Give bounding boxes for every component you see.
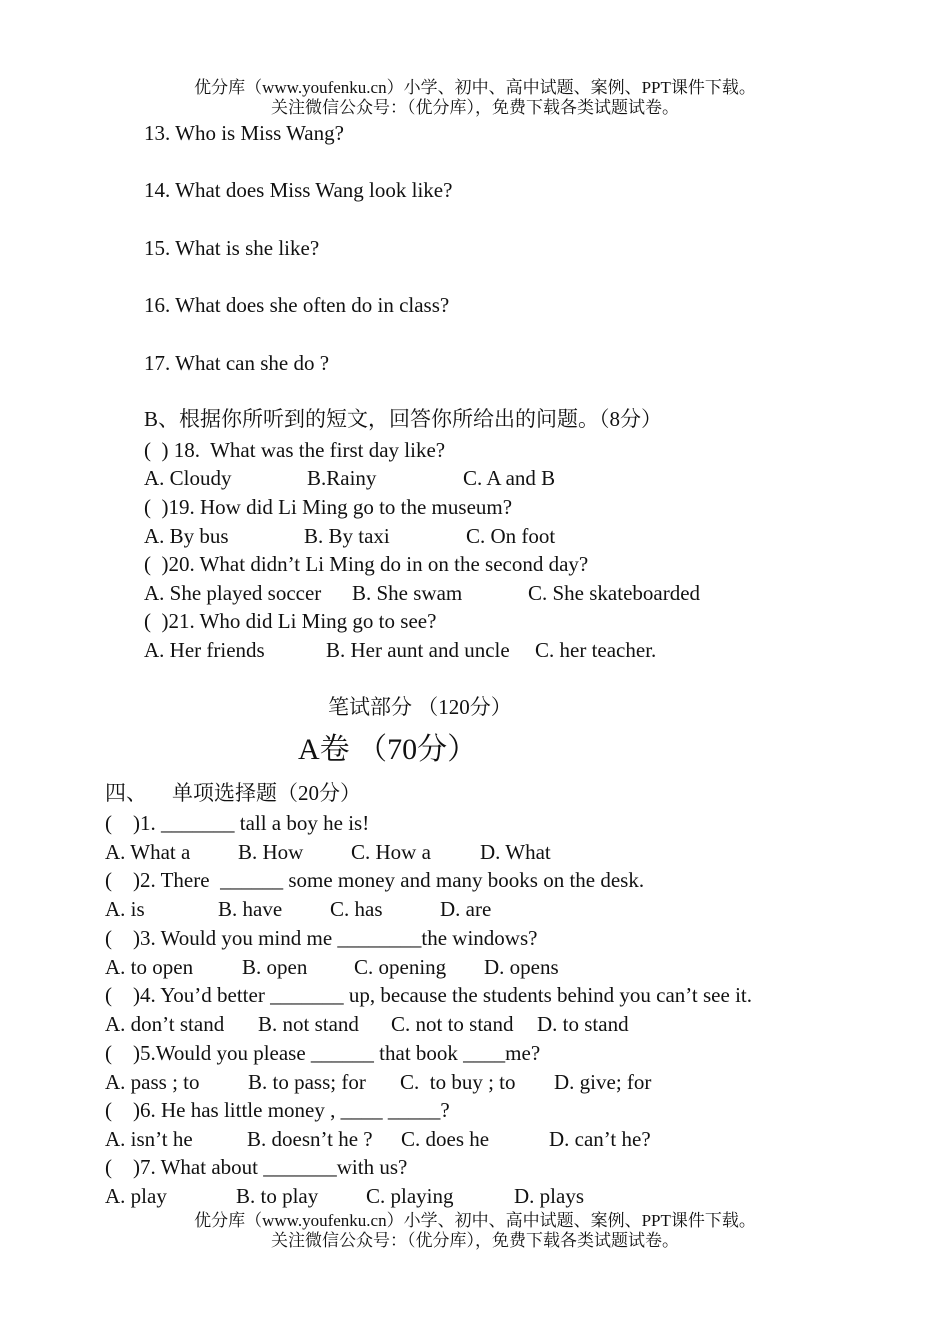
choice-question-5: ( )5.Would you please ______ that book ____me?	[105, 1041, 541, 1065]
section-b-title: B、根据你所听到的短文，回答你所给出的问题。（8分）	[144, 407, 663, 431]
choice-question-1: ( )1. _______ tall a boy he is!	[105, 811, 370, 835]
paper-a-title: A卷 （70分）	[298, 733, 478, 766]
choice-6-option-d: D. can’t he?	[549, 1127, 651, 1151]
option-21-b: B. Her aunt and uncle	[326, 638, 510, 662]
question-21: ( )21. Who did Li Ming go to see?	[144, 609, 437, 633]
choice-5-option-b: B. to pass; for	[248, 1070, 366, 1094]
question-20: ( )20. What didn’t Li Ming do in on the second day?	[144, 552, 589, 576]
question-14: 14. What does Miss Wang look like?	[144, 178, 453, 202]
footer-line-2: 关注微信公众号：（优分库），免费下载各类试题试卷。	[271, 1231, 679, 1250]
option-21-c: C. her teacher.	[535, 638, 657, 662]
choice-7-option-a: A. play	[105, 1184, 167, 1208]
choice-2-option-a: A. is	[105, 897, 145, 921]
choice-1-option-a: A. What a	[105, 840, 191, 864]
choice-1-option-b: B. How	[238, 840, 304, 864]
section-number: 四、	[105, 781, 147, 805]
choice-5-option-c: C. to buy ; to	[400, 1070, 516, 1094]
choice-6-option-b: B. doesn’t he ?	[247, 1127, 373, 1151]
option-20-b: B. She swam	[352, 581, 463, 605]
choice-4-option-a: A. don’t stand	[105, 1012, 225, 1036]
footer-line-1: 优分库（www.youfenku.cn）小学、初中、高中试题、案例、PPT课件下载。	[194, 1211, 756, 1230]
choice-7-option-b: B. to play	[236, 1184, 319, 1208]
choice-7-option-c: C. playing	[366, 1184, 454, 1208]
question-19: ( )19. How did Li Ming go to the museum?	[144, 495, 513, 519]
choice-2-option-d: D. are	[440, 897, 492, 921]
option-19-c: C. On foot	[466, 524, 556, 548]
option-21-a: A. Her friends	[144, 638, 265, 662]
choice-1-option-d: D. What	[480, 840, 551, 864]
choice-question-2: ( )2. There ______ some money and many books on the desk.	[105, 868, 645, 892]
choice-6-option-a: A. isn’t he	[105, 1127, 193, 1151]
question-13: 13. Who is Miss Wang?	[144, 121, 344, 145]
choice-3-option-a: A. to open	[105, 955, 194, 979]
question-18: ( ) 18. What was the first day like?	[144, 438, 446, 462]
written-part-title: 笔试部分 （120分）	[328, 695, 512, 719]
header-line-1: 优分库（www.youfenku.cn）小学、初中、高中试题、案例、PPT课件下载。	[194, 78, 756, 97]
choice-1-option-c: C. How a	[351, 840, 431, 864]
choice-3-option-c: C. opening	[354, 955, 447, 979]
question-15: 15. What is she like?	[144, 236, 320, 260]
choice-6-option-c: C. does he	[401, 1127, 490, 1151]
question-16: 16. What does she often do in class?	[144, 293, 450, 317]
choice-7-option-d: D. plays	[514, 1184, 584, 1208]
choice-4-option-b: B. not stand	[258, 1012, 359, 1036]
choice-3-option-b: B. open	[242, 955, 308, 979]
option-19-b: B. By taxi	[304, 524, 390, 548]
header-line-2: 关注微信公众号：（优分库），免费下载各类试题试卷。	[271, 98, 679, 117]
option-18-b: B.Rainy	[307, 466, 377, 490]
option-19-a: A. By bus	[144, 524, 229, 548]
option-20-c: C. She skateboarded	[528, 581, 701, 605]
choice-question-3: ( )3. Would you mind me ________the windows?	[105, 926, 538, 950]
section-title: 单项选择题（20分）	[172, 781, 361, 805]
choice-2-option-b: B. have	[218, 897, 283, 921]
option-18-a: A. Cloudy	[144, 466, 232, 490]
choice-2-option-c: C. has	[330, 897, 383, 921]
choice-5-option-d: D. give; for	[554, 1070, 652, 1094]
choice-4-option-d: D. to stand	[537, 1012, 629, 1036]
choice-question-7: ( )7. What about _______with us?	[105, 1155, 408, 1179]
choice-question-6: ( )6. He has little money , ____ _____?	[105, 1098, 450, 1122]
option-20-a: A. She played soccer	[144, 581, 322, 605]
choice-5-option-a: A. pass ; to	[105, 1070, 200, 1094]
option-18-c: C. A and B	[463, 466, 556, 490]
choice-question-4: ( )4. You’d better _______ up, because the students behind you can’t see it.	[105, 983, 752, 1007]
choice-4-option-c: C. not to stand	[391, 1012, 514, 1036]
question-17: 17. What can she do ?	[144, 351, 330, 375]
choice-3-option-d: D. opens	[484, 955, 559, 979]
